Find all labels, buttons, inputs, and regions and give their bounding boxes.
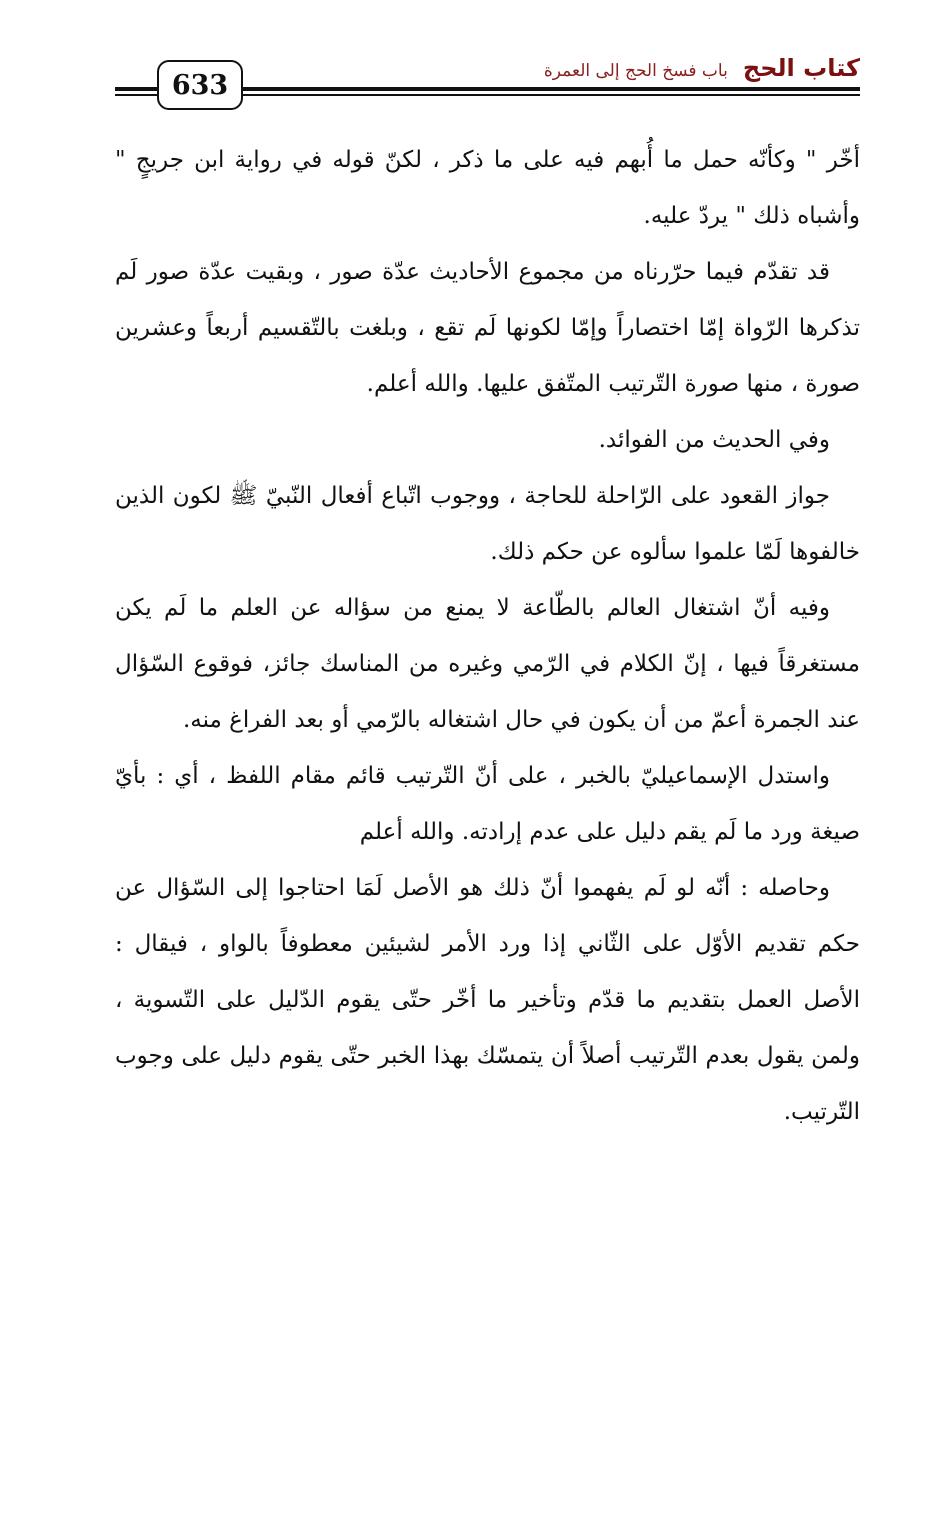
page-number: 633	[157, 60, 243, 110]
book-title: كتاب الحج	[742, 54, 860, 82]
paragraph: وحاصله : أنّه لو لَم يفهموا أنّ ذلك هو الأصل لَمَا احتاجوا إلى السّؤال عن حكم تقديم الأوّل على الثّاني إذا ورد الأمر لشيئين معطوفاً بالواو ، فيقال : الأصل العمل بتقديم ما قدّم وتأخير ما أخّر حتّى يقوم الدّليل على التّسوية ، ولمن يقول بعدم التّرتيب أصلاً أن يتمسّك بهذا الخبر حتّى يقوم دليل على وجوب التّرتيب.	[115, 875, 860, 1125]
paragraph: واستدل الإسماعيليّ بالخبر ، على أنّ التّرتيب قائم مقام اللفظ ، أي : بأيّ صيغة ورد ما لَم يقم دليل على عدم إرادته. والله أعلم	[115, 763, 860, 845]
page-header	[115, 50, 860, 120]
page-body	[115, 132, 860, 1140]
chapter-title: باب فسخ الحج إلى العمرة	[543, 61, 728, 81]
paragraph: وفي الحديث من الفوائد.	[598, 427, 830, 453]
paragraph: أخّر " وكأنّه حمل ما أُبهم فيه على ما ذكر ، لكنّ قوله في رواية ابن جريجٍ " وأشباه ذلك " يردّ عليه.	[115, 147, 860, 229]
header-titles	[544, 54, 860, 82]
paragraph: وفيه أنّ اشتغال العالم بالطّاعة لا يمنع من سؤاله عن العلم ما لَم يكن مستغرقاً فيها ، إنّ الكلام في الرّمي وغيره من المناسك جائز، فوقوع السّؤال عند الجمرة أعمّ من أن يكون في حال اشتغاله بالرّمي أو بعد الفراغ منه.	[115, 595, 860, 733]
paragraph: جواز القعود على الرّاحلة للحاجة ، ووجوب اتّباع أفعال النّبيّ ﷺ لكون الذين خالفوها لَمّا علموا سألوه عن حكم ذلك.	[115, 483, 860, 565]
paragraph: قد تقدّم فيما حرّرناه من مجموع الأحاديث عدّة صور ، وبقيت عدّة صور لَم تذكرها الرّواة إمّا اختصاراً وإمّا لكونها لَم تقع ، وبلغت بالتّقسيم أربعاً وعشرين صورة ، منها صورة التّرتيب المتّفق عليها. والله أعلم.	[115, 259, 860, 397]
